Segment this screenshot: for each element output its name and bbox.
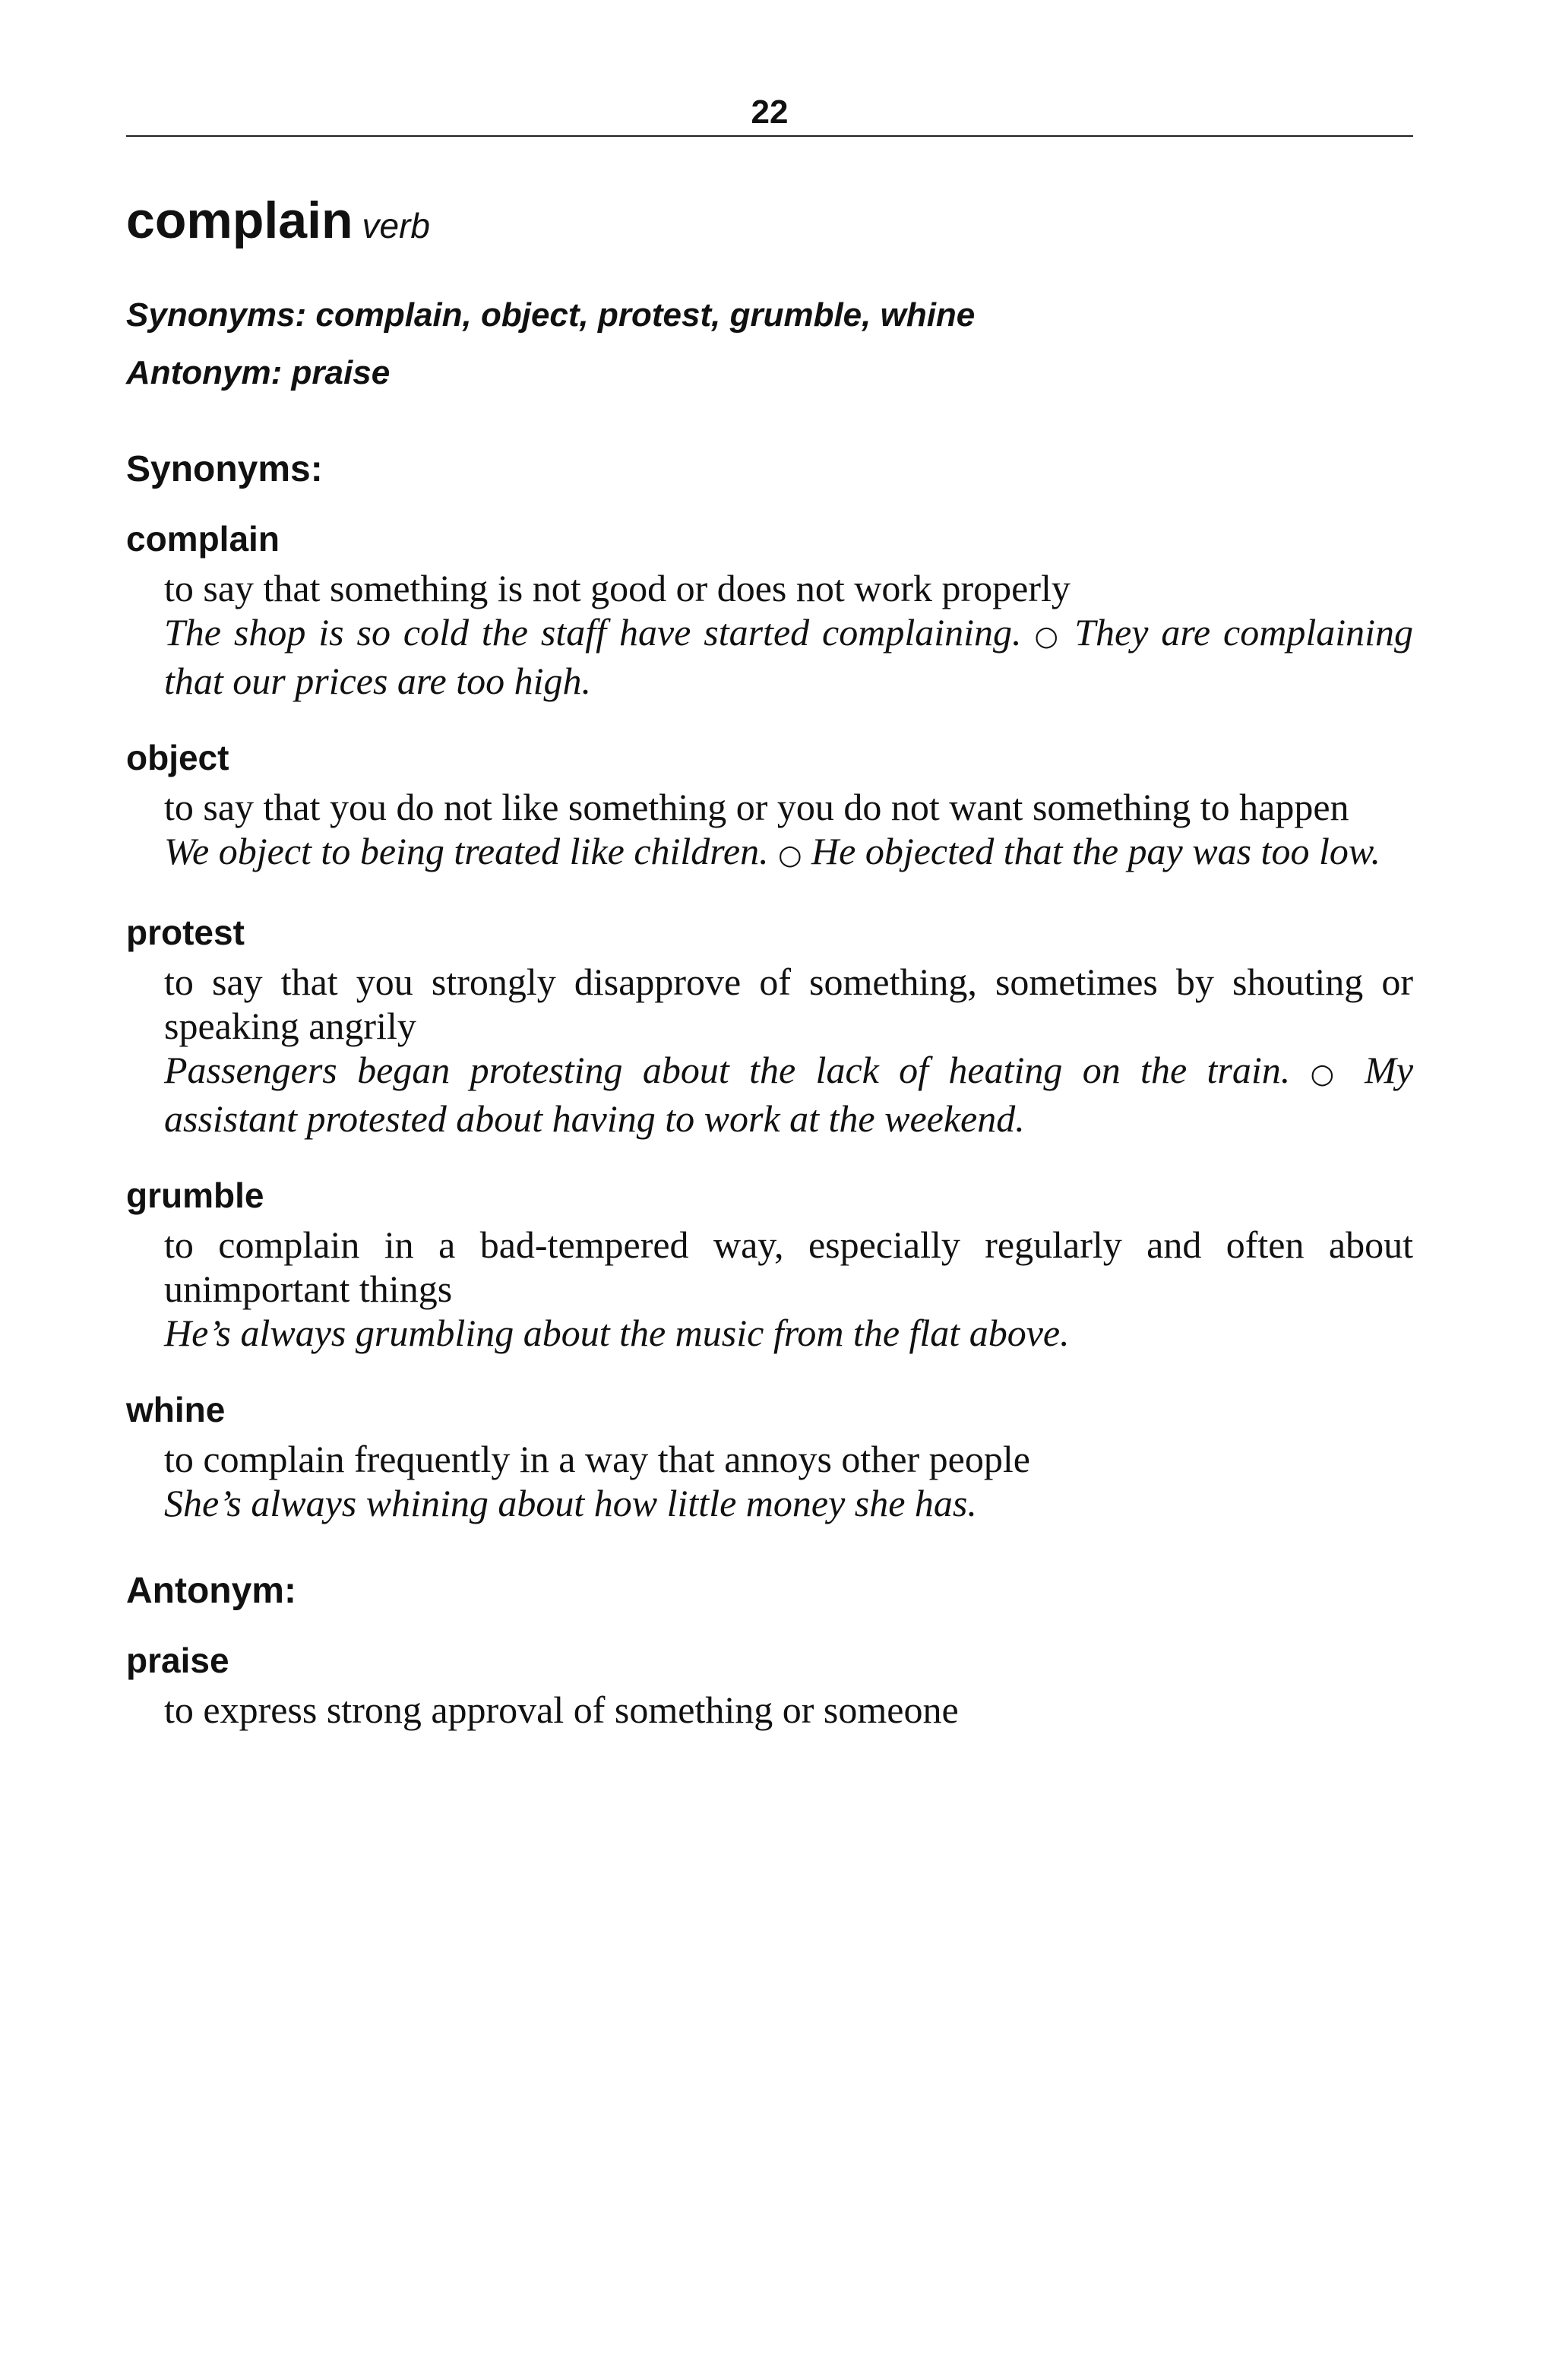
example: The shop is so cold the staff have started complaining. (164, 611, 1022, 654)
antonym-summary: Antonym: praise (126, 354, 391, 391)
entry-word-praise: praise (126, 1641, 229, 1680)
definition: to say that you do not like something or you do not want something to happen (164, 786, 1349, 828)
page-number: 22 (751, 93, 789, 131)
entry-body-grumble (126, 1223, 1413, 1355)
examples (164, 610, 1413, 703)
definition: to say that you strongly disapprove of something, sometimes by shouting or speaking angrily (164, 961, 1413, 1047)
entry-word-complain: complain (126, 519, 280, 559)
definition: to complain in a bad-tempered way, especially regularly and often about unimportant things (164, 1223, 1413, 1310)
entry-body-whine (126, 1437, 1413, 1525)
headword: complain (126, 191, 353, 249)
dictionary-page (126, 91, 1413, 1732)
example: Passengers began protesting about the lack of heating on the train. (164, 1049, 1291, 1091)
definition: to say that something is not good or does not work properly (164, 567, 1071, 609)
synonyms-heading: Synonyms: (126, 449, 323, 489)
examples (164, 1048, 1413, 1141)
synonyms-summary: Synonyms: complain, object, protest, grumble, whine (126, 296, 976, 334)
example: We object to being treated like children. (164, 830, 769, 872)
entry-word-whine: whine (126, 1390, 226, 1429)
definition: to complain frequently in a way that annoys other people (164, 1438, 1030, 1480)
example: They are complaining that our prices are too high. (164, 611, 1414, 702)
examples (164, 1311, 1413, 1355)
entry-word-protest: protest (126, 913, 245, 952)
entry-word-object: object (126, 738, 229, 777)
entry-word-grumble: grumble (126, 1176, 264, 1215)
entry-body-protest (126, 960, 1413, 1141)
definition: to express strong approval of something or someone (164, 1688, 959, 1731)
example: She’s always whining about how little money she has. (164, 1482, 977, 1524)
header-rule (126, 135, 1413, 137)
separator-circle: ○ (778, 840, 802, 871)
separator-circle: ○ (1310, 1059, 1345, 1090)
examples (164, 1481, 1413, 1525)
antonym-heading: Antonym: (126, 1571, 296, 1611)
part-of-speech: verb (362, 206, 430, 245)
example: He objected that the pay was too low. (811, 830, 1380, 872)
entry-body-praise (126, 1688, 1413, 1732)
example: My assistant protested about having to work at the weekend. (164, 1049, 1414, 1140)
entry-body-object (126, 785, 1413, 878)
example: He’s always grumbling about the music from the flat above. (164, 1312, 1070, 1354)
headword-line (126, 190, 1413, 265)
separator-circle: ○ (1034, 621, 1062, 652)
examples (164, 829, 1413, 878)
entry-body-complain (126, 566, 1413, 703)
